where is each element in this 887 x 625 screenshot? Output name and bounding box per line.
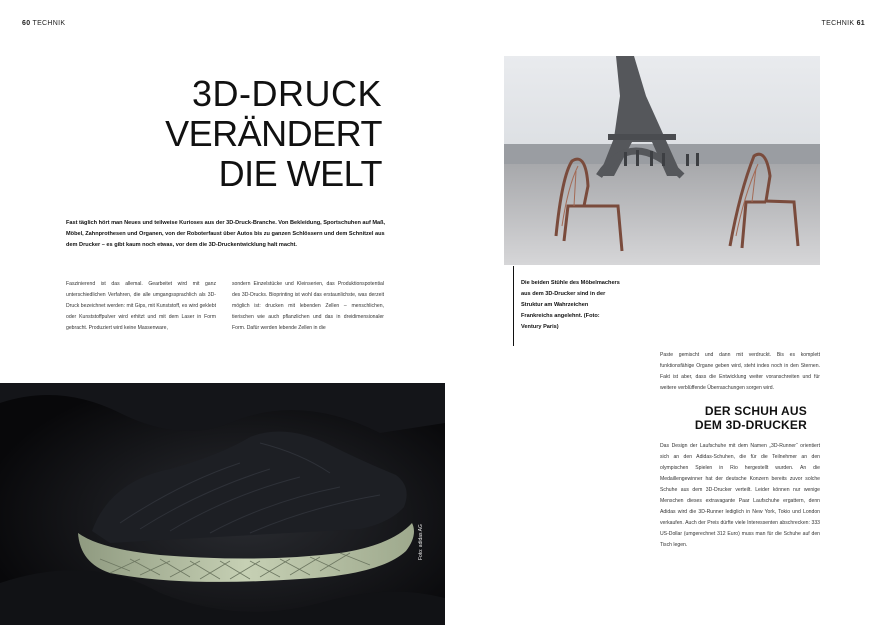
page-number: 61 <box>856 20 865 27</box>
headline-line-3: DIE WELT <box>218 153 382 194</box>
page-number-left <box>22 20 65 27</box>
3d-printed-shoe-photo <box>0 383 445 625</box>
subhead-line-2: DEM 3D-DRUCKER <box>694 418 807 432</box>
photo-caption: Die beiden Stühle des Möbelmachers aus dem 3D-Drucker sind in der Struktur am Wahrzeichen Frankreichs angelehnt. (Foto: Ventury Paris) <box>521 280 620 330</box>
section-subheading <box>695 404 807 432</box>
body-column-4: Das Design der Laufschuhe mit dem Namen „3D-Runner“ orientiert sich an den Adidas-Schuhen, die für die Teilnehmer an den olympischen Spielen in Rio hergestellt wurden. An die Medaillengewinner hat der deutsche Konzern bereits zuvor solche Schuhe aus dem 3D-Drucker verteilt. Leider können nur wenige Menschen dieses extravagante Paar Laufschuhe ergattern, denn Adidas wird die 3D-Runner lediglich in New York, Tokio und London verkaufen. Auch der Preis dürfte viele Interessenten abschrecken: 333 US-Dollar (umgerechnet 312 Euro) muss man für die Schuhe auf den Tisch legen. <box>660 443 820 548</box>
body-column-2: sondern Einzelstücke und Kleinserien, das Produktionspotential des 3D-Drucks. Bioprinting ist wohl das erstaunlichste, was derzeit möglich ist: drucken mit lebenden Zellen – menschlichen, tierischen wie auch pflanzlichen und das in dreidimensionaler Form. Dafür werden lebende Zellen in die <box>232 281 384 331</box>
subhead-line-1: DER SCHUH AUS <box>704 404 807 418</box>
shoe-photo-credit: Foto: adidas AG <box>418 524 424 560</box>
page-number-right <box>822 20 865 27</box>
section-label: TECHNIK <box>821 20 855 27</box>
lead-paragraph: Fast täglich hört man Neues und teilweise Kurioses aus der 3D-Druck-Branche. Von Bekleidung, Sportschuhen auf Maß, Möbel, Zahnprothesen und Organen, von der Roboterfaust über Autos bis zu ganzen Schlössern und dem Schnitzel aus dem Drucker – es gibt kaum noch etwas, vor dem die 3D-Druckentwicklung halt macht. <box>66 220 386 248</box>
body-column-3: Paste gemischt und dann mit verdruckt. Bis es komplett funktionsfähige Organe geben wird, steht indes noch in den Sternen. Fakt ist aber, dass die Entwicklung weiter voranschreiten und für weitere verblüffende Überraschungen sorgen wird. <box>660 352 820 391</box>
eiffel-tower-chairs-photo <box>504 56 820 265</box>
caption-rule <box>513 266 514 346</box>
section-label: TECHNIK <box>32 20 66 27</box>
page-number: 60 <box>22 20 31 27</box>
body-column-1: Faszinierend ist das allemal. Gearbeitet wird mit ganz unterschiedlichen Verfahren, die alle umgangssprachlich als 3D-Druck bezeichnet werden: mit Gips, mit Kunststoff, es wird geklebt oder Kunststoffpulver wird erhitzt und mit dem Laser in Form gebracht. Produziert wird keine Massenware, <box>66 281 216 331</box>
article-headline <box>165 74 382 194</box>
headline-line-1: 3D-DRUCK <box>191 73 382 114</box>
headline-line-2: VERÄNDERT <box>165 113 382 154</box>
